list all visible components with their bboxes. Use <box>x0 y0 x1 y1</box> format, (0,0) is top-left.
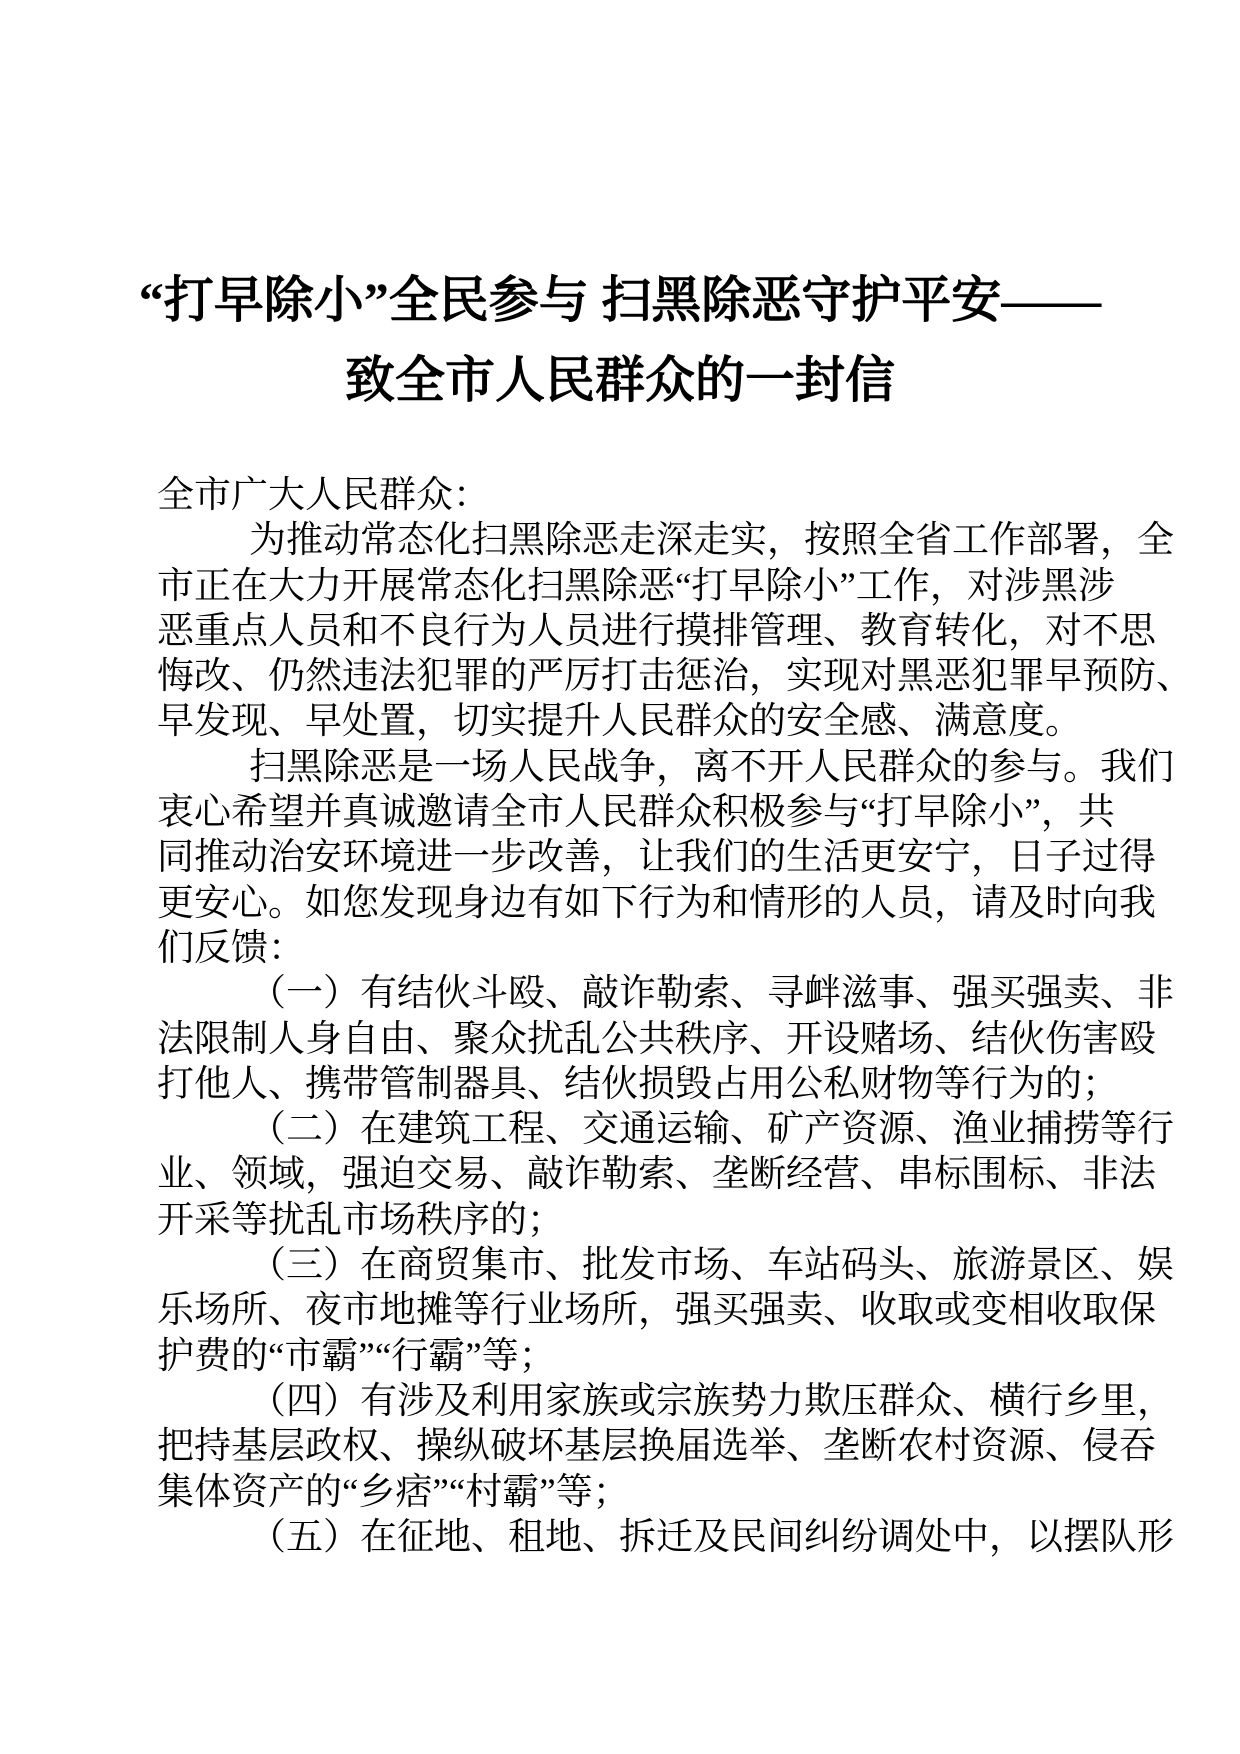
paragraph-line: 法限制人身自由、聚众扰乱公共秩序、开设赌场、结伙伤害殴 <box>157 1018 1156 1060</box>
paragraph-line: （二）在建筑工程、交通运输、矿产资源、渔业捕捞等行 <box>249 1109 1174 1151</box>
paragraph-line: 护费的“市霸”“行霸”等； <box>157 1335 556 1377</box>
letter-body <box>157 473 1193 1560</box>
paragraph <box>157 518 1193 744</box>
document-title-line-2: 致全市人民群众的一封信 <box>345 352 895 408</box>
paragraph-line: （三）在商贸集市、批发市场、车站码头、旅游景区、娱 <box>249 1245 1174 1287</box>
paragraph-line: 们反馈： <box>157 927 305 969</box>
paragraph-line: 为推动常态化扫黑除恶走深走实，按照全省工作部署，全 <box>249 520 1174 562</box>
paragraph-line: 把持基层政权、操纵破坏基层换届选举、垄断农村资源、侵吞 <box>157 1426 1156 1468</box>
paragraph-line: 市正在大力开展常态化扫黑除恶“打早除小”工作，对涉黑涉 <box>157 565 1115 607</box>
paragraph-line: 集体资产的“乡痞”“村霸”等； <box>157 1471 630 1513</box>
document-title-line-1: “打早除小”全民参与 扫黑除恶守护平安—— <box>138 272 1102 328</box>
paragraph-line: 开采等扰乱市场秩序的； <box>157 1199 564 1241</box>
paragraph-line: 衷心希望并真诚邀请全市人民群众积极参与“打早除小”，共 <box>157 792 1115 834</box>
paragraph-line: 悔改、仍然违法犯罪的严厉打击惩治，实现对黑恶犯罪早预防、 <box>157 656 1193 698</box>
paragraph-line: 扫黑除恶是一场人民战争，离不开人民群众的参与。我们 <box>249 746 1174 788</box>
paragraph <box>157 1515 1174 1560</box>
paragraph-line: （一）有结伙斗殴、敲诈勒索、寻衅滋事、强买强卖、非 <box>249 973 1174 1015</box>
paragraph <box>157 745 1174 971</box>
paragraph-line: 恶重点人员和不良行为人员进行摸排管理、教育转化，对不思 <box>157 610 1156 652</box>
paragraph-line: 同推动治安环境进一步改善，让我们的生活更安宁，日子过得 <box>157 837 1156 879</box>
paragraph-line: （五）在征地、租地、拆迁及民间纠纷调处中，以摆队形 <box>249 1516 1174 1558</box>
paragraph <box>157 1379 1174 1515</box>
paragraph-line: 业、领域，强迫交易、敲诈勒索、垄断经营、串标围标、非法 <box>157 1154 1156 1196</box>
paragraph-line: 乐场所、夜市地摊等行业场所，强买强卖、收取或变相收取保 <box>157 1290 1156 1332</box>
paragraph-line: 打他人、携带管制器具、结伙损毁占用公私财物等行为的； <box>157 1063 1119 1105</box>
paragraphs <box>157 518 1193 1560</box>
salutation: 全市广大人民群众： <box>157 475 490 516</box>
paragraph <box>157 1243 1174 1379</box>
paragraph <box>157 1107 1174 1243</box>
paragraph-line: 早发现、早处置，切实提升人民群众的安全感、满意度。 <box>157 701 1082 743</box>
paragraph-line: （四）有涉及利用家族或宗族势力欺压群众、横行乡里， <box>249 1380 1174 1422</box>
paragraph <box>157 971 1174 1107</box>
paragraph-line: 更安心。如您发现身边有如下行为和情形的人员，请及时向我 <box>157 882 1156 924</box>
